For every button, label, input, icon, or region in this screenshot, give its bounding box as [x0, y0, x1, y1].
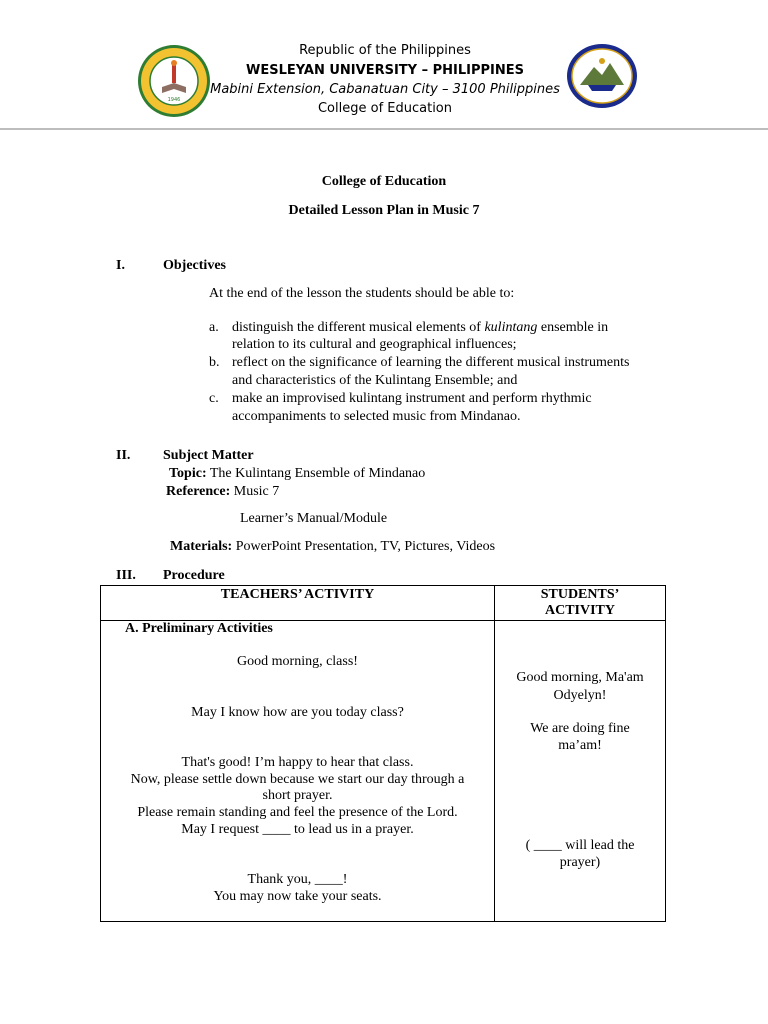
objective-c-letter: c. — [209, 391, 219, 406]
student-line: We are doing fine — [530, 721, 630, 736]
subject-reference: Reference: Music 7 — [166, 484, 280, 499]
objectives-intro: At the end of the lesson the students should be able to: — [209, 286, 515, 301]
header-university-name: WESLEYAN UNIVERSITY – PHILIPPINES — [245, 63, 525, 78]
college-of-education-seal — [566, 43, 638, 109]
subject-number: II. — [116, 448, 131, 463]
subject-heading: Subject Matter — [163, 448, 254, 463]
document-plan-title: Detailed Lesson Plan in Music 7 — [288, 203, 480, 218]
header-republic: Republic of the Philippines — [299, 43, 471, 58]
teacher-line: That's good! I’m happy to hear that class. — [181, 755, 414, 770]
objective-c-line1: make an improvised kulintang instrument and perform rhythmic — [232, 391, 592, 406]
table-row — [101, 621, 666, 922]
objective-a-line2: relation to its cultural and geographical influences; — [232, 337, 517, 352]
students-activity-header-line1: STUDENTS’ — [540, 587, 620, 602]
teacher-line: Good morning, class! — [237, 654, 358, 669]
objectives-number: I. — [116, 258, 125, 273]
procedure-number: III. — [116, 568, 136, 583]
subject-materials: Materials: PowerPoint Presentation, TV, Pictures, Videos — [170, 539, 496, 554]
subject-topic: Topic: The Kulintang Ensemble of Mindanao — [169, 466, 426, 481]
teacher-line: You may now take your seats. — [213, 889, 382, 904]
student-line: ma’am! — [558, 738, 602, 753]
teacher-line: Thank you, ____! — [247, 872, 348, 887]
header-divider — [0, 128, 768, 130]
objective-b-line1: reflect on the significance of learning the different musical instruments — [232, 355, 630, 370]
seal-year: 1946 — [167, 97, 181, 103]
table-header-row — [101, 586, 666, 621]
objective-b-letter: b. — [209, 355, 220, 370]
student-line: Odyelyn! — [553, 688, 607, 703]
objectives-heading: Objectives — [163, 258, 226, 273]
objective-b-line2: and characteristics of the Kulintang Ensemble; and — [232, 373, 518, 388]
objective-c-line2: accompaniments to selected music from Mindanao. — [232, 409, 521, 424]
teacher-line: Now, please settle down because we start our day through a — [130, 772, 465, 787]
header-college: College of Education — [317, 101, 453, 116]
students-activity-header — [495, 586, 666, 621]
objective-a-letter: a. — [209, 320, 219, 335]
header-address: Mabini Extension, Cabanatuan City – 3100 Philippines — [210, 82, 560, 97]
subject-reference-module: Learner’s Manual/Module — [240, 511, 388, 526]
preliminary-activities-heading: A. Preliminary Activities — [125, 621, 273, 636]
objective-a-line1: distinguish the different musical elements of kulintang ensemble in — [232, 320, 609, 335]
teacher-line: short prayer. — [262, 788, 333, 803]
teachers-activity-header — [101, 586, 495, 621]
procedure-table — [100, 585, 666, 922]
students-activity-cell — [495, 621, 666, 922]
procedure-heading: Procedure — [163, 568, 225, 583]
document-college-title: College of Education — [321, 174, 447, 189]
teacher-line: May I know how are you today class? — [191, 705, 404, 720]
teacher-line: Please remain standing and feel the presence of the Lord. — [137, 805, 458, 820]
student-line: Good morning, Ma'am — [516, 670, 644, 685]
teachers-activity-header-label: TEACHERS’ ACTIVITY — [220, 587, 375, 602]
teachers-activity-cell — [101, 621, 495, 922]
students-activity-header-line2: ACTIVITY — [544, 603, 615, 618]
student-line: prayer) — [559, 855, 601, 870]
student-line: ( ____ will lead the — [525, 838, 635, 853]
teacher-line: May I request ____ to lead us in a prayer. — [181, 822, 414, 837]
